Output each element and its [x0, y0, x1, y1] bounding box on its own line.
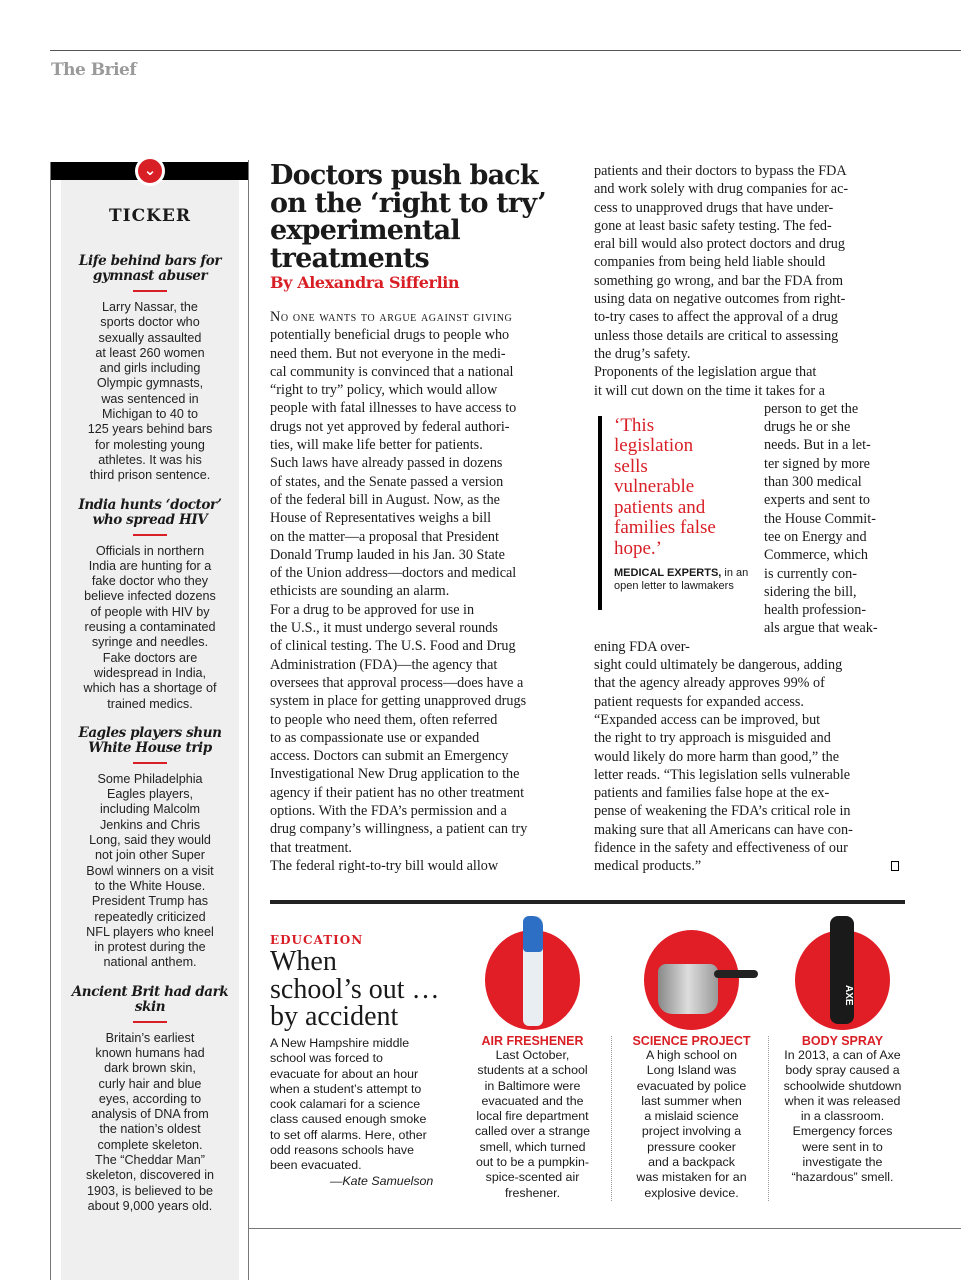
item-body-spray	[770, 930, 915, 1186]
air-freshener-image	[485, 930, 580, 1030]
chevron-down-icon: ⌄	[135, 156, 165, 186]
item-title: SCIENCE PROJECT	[632, 1034, 751, 1048]
ticker-headline: India hunts ‘doctor’ who spread HIV	[78, 496, 222, 528]
article-lead-in: No one wants to argue against giving	[270, 309, 513, 325]
education-byline: —Kate Samuelson	[330, 1174, 434, 1188]
pull-quote-text: ‘This legislation sells vulnerable patients and families false hope.’	[614, 414, 716, 559]
ticker-text: Some Philadelphia Eagles players, including Malcolm Jenkins and Chris Long, said they would not join other Super Bowl winners on a visit to the White House. President Trump has repeatedly criticized NFL players who kneel in protest during the national anthem.	[86, 771, 214, 970]
ticker-item	[65, 726, 235, 971]
ticker-headline: Life behind bars for gymnast abuser	[78, 253, 222, 284]
article-column-2: patients and their doctors to bypass the FDA and work solely with drug companies for ac- cess to unapproved drugs that have under- gone at least basic safety testing. The fed- eral bill would also protect doctors and drug companies from being held liable should something go wrong, and bar the FDA from using data on negative outcomes from right- to-try cases to affect the approval of a drug unless those details are critical to assessing the drug’s safety. Proponents of the legislation argue that it will cut down on the time it takes for a ‘This legislation sells vulnerable patients and families false hope.’ MEDICAL EXPERTS, in an open letter to lawmakers person to get the drugs he or she needs. But in a let- ter signed by more than 300 medical experts and sent to the House Commit- tee on Energy and Commerce, which is currently con- sidering the bill, health profession- als argue that weak- ening FDA over- sight could ultimately be dangerous, adding that the agency already approves 99% of patient requests for expanded access. “Expanded access can be improved, but the right to try approach is misguided and would likely do more harm than good,” the letter reads. “This legislation sells vulnerable patients and families false hope at the ex- pense of weakening the FDA’s critical role in making sure that all Americans can have con- fidence in the safety and effectiveness of our medical products.”	[594, 162, 904, 876]
ticker-text: Larry Nassar, the sports doctor who sexually assaulted at least 260 women and girls including Olympic gymnasts, was sentenced in Michigan to 40 to 125 years behind bars for molesting young athletes. It was his third prison sentence.	[87, 300, 213, 483]
section-label: The Brief	[51, 60, 137, 80]
end-mark-icon	[891, 861, 899, 871]
bottom-rule	[248, 1228, 961, 1229]
ticker-sidebar	[50, 162, 248, 1280]
ticker-text: Officials in northern India are hunting for a fake doctor who they believe infected dozens of people with HIV by reusing a contaminated syringe and needles. Fake doctors are widespread in India, which has a shortage of trained medics.	[83, 543, 217, 711]
ticker-headline: Eagles players shun White House trip	[78, 724, 222, 756]
item-text: Last October, students at a school in Baltimore were evacuated and the local fire department called over a strange smell, which turned out to be a pumpkin- spice-scented air freshener.	[474, 1048, 591, 1200]
pull-quote-source: MEDICAL EXPERTS, in an open letter to lawmakers	[614, 567, 749, 593]
education-headline: When school’s out … by accident	[270, 946, 440, 1032]
pressure-cooker-image	[644, 930, 739, 1030]
education-text: A New Hampshire middle school was forced to evacuate for about an hour when a student’s attempt to cook calamari for a science class caused enough smoke to set off alarms. Here, other odd reasons schools have been evacuated.	[270, 1036, 427, 1173]
ticker-headline: Ancient Brit had dark skin	[71, 983, 229, 1015]
item-text: In 2013, a can of Axe body spray caused a schoolwide shutdown when it was released in a classroom. Emergency forces were sent in to investigate the “hazardous” smell.	[783, 1048, 902, 1185]
ticker-item	[65, 254, 235, 484]
item-title: AIR FRESHENER	[481, 1034, 584, 1048]
ticker-text: Britain’s earliest known humans had dark brown skin, curly hair and blue eyes, according to analysis of DNA from the nation’s oldest complete skeleton. The “Cheddar Man” skeleton, discovered in 1903, is believed to be about 9,000 years old.	[85, 1030, 215, 1213]
top-rule	[50, 50, 961, 51]
ticker-title: TICKER	[109, 206, 191, 226]
item-science-project	[619, 930, 764, 1201]
item-air-freshener	[460, 930, 605, 1201]
body-spray-image	[795, 930, 890, 1030]
ticker-item	[65, 498, 235, 712]
article-headline: Doctors push back on the ‘right to try’ experimental treatments	[270, 160, 546, 274]
article-byline: By Alexandra Sifferlin	[270, 273, 460, 292]
section-rule	[270, 900, 905, 904]
column-divider	[248, 160, 249, 1280]
brand-label: AXE	[830, 916, 854, 1024]
pull-quote	[598, 416, 756, 610]
item-text: A high school on Long Island was evacuated by police last summer when a mislaid science project involving a pressure cooker and a backpack was mistaken for an explosive device.	[636, 1048, 747, 1200]
item-title: BODY SPRAY	[801, 1034, 884, 1048]
ticker-item	[65, 985, 235, 1215]
article-column-1: No one wants to argue against giving potentially beneficial drugs to people who need them. But not everyone in the medi- cal community is convinced that a national “right to try” policy, which would allow people with fatal illnesses to have access to drugs not yet approved by federal authori- ties, will make life better for patients. Such laws have already passed in dozens of states, and the Senate passed a version of the federal bill in August. Now, as the House of Representatives weighs a bill on the matter—a proposal that President Donald Trump lauded in his Jan. 30 State of the Union address—doctors and medical ethicists are sounding an alarm. For a drug to be approved for use in the U.S., it must undergo several rounds of clinical testing. The U.S. Food and Drug Administration (FDA)—the agency that oversees that approval process—does have a system in place for getting unapproved drugs to people who need them, often referred to as compassionate use or expanded access. Doctors can submit an Emergency Investigational New Drug application to the agency if their patient has no other treatment options. With the FDA’s permission and a drug company’s willingness, a patient can try that treatment. The federal right-to-try bill would allow	[270, 309, 528, 874]
education-kicker: EDUCATION	[270, 933, 364, 947]
